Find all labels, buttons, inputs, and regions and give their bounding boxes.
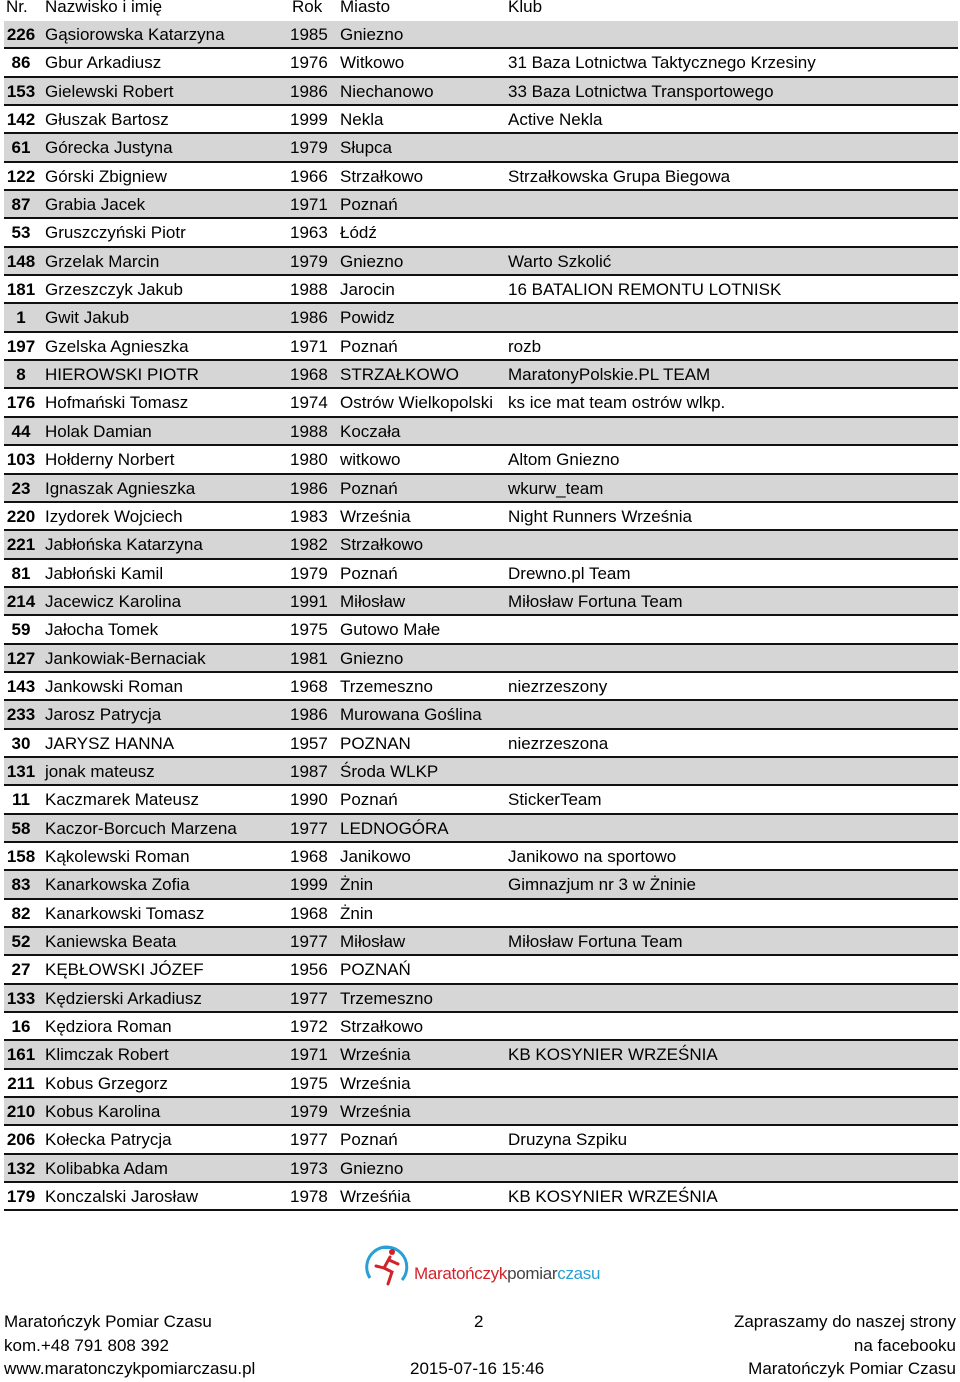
- cell-club: Miłosław Fortuna Team: [508, 591, 683, 611]
- table-row: [4, 361, 958, 389]
- cell-year: 1999: [290, 110, 328, 130]
- table-row: [4, 78, 958, 106]
- cell-nr: 1: [16, 308, 26, 328]
- cell-name: Kędziora Roman: [45, 1017, 172, 1037]
- footer-company-name-right: Maratończyk Pomiar Czasu: [748, 1359, 956, 1378]
- cell-nr: 158: [6, 846, 36, 866]
- cell-year: 1988: [290, 421, 328, 441]
- cell-name: Głuszak Bartosz: [45, 110, 169, 130]
- cell-year: 1999: [290, 875, 328, 895]
- cell-city: LEDNOGÓRA: [340, 818, 449, 838]
- cell-club: wkurw_team: [508, 478, 604, 498]
- table-row: [4, 758, 958, 786]
- cell-year: 1963: [290, 223, 328, 243]
- cell-city: Żnin: [340, 875, 374, 895]
- table-row: [4, 446, 958, 474]
- cell-year: 1990: [290, 790, 328, 810]
- footer-website[interactable]: www.maratonczykpomiarczasu.pl: [4, 1359, 256, 1378]
- cell-nr: 30: [11, 733, 31, 753]
- footer-phone: kom.+48 791 808 392: [4, 1336, 169, 1355]
- cell-year: 1991: [290, 591, 328, 611]
- cell-year: 1978: [290, 1187, 328, 1207]
- cell-year: 1976: [290, 53, 328, 73]
- cell-city: Trzemeszno: [340, 676, 433, 696]
- cell-city: Poznań: [340, 790, 398, 810]
- table-row: [4, 106, 958, 134]
- cell-name: Jabłońska Katarzyna: [45, 535, 203, 555]
- table-row: [4, 475, 958, 503]
- table-row: [4, 191, 958, 219]
- cell-club: KB KOSYNIER WRZEŚNIA: [508, 1045, 718, 1065]
- cell-name: Klimczak Robert: [45, 1045, 169, 1065]
- table-row: [4, 1155, 958, 1183]
- cell-city: Murowana Goślina: [340, 705, 482, 725]
- cell-city: Gutowo Małe: [340, 620, 441, 640]
- cell-name: Jankowski Roman: [45, 676, 183, 696]
- cell-city: STRZAŁKOWO: [340, 365, 460, 385]
- cell-name: Kaczor-Borcuch Marzena: [45, 818, 237, 838]
- cell-nr: 27: [11, 960, 31, 980]
- cell-club: Janikowo na sportowo: [508, 846, 677, 866]
- footer-facebook: na facebooku: [853, 1336, 956, 1355]
- cell-name: Kędzierski Arkadiusz: [45, 988, 202, 1008]
- cell-nr: 211: [7, 1073, 35, 1093]
- cell-club: KB KOSYNIER WRZEŚNIA: [508, 1187, 718, 1207]
- cell-nr: 153: [6, 81, 36, 101]
- logo-text-part-2: pomiar: [507, 1264, 558, 1283]
- cell-city: Nekla: [340, 110, 384, 130]
- cell-name: Gzelska Agnieszka: [45, 336, 189, 356]
- cell-year: 1979: [290, 1102, 328, 1122]
- cell-year: 1968: [290, 846, 328, 866]
- cell-name: Kaniewska Beata: [45, 932, 177, 951]
- table-row: [4, 134, 958, 162]
- cell-nr: 226: [6, 25, 36, 44]
- table-row: [4, 21, 958, 49]
- cell-year: 1981: [290, 648, 328, 668]
- cell-name: Kobus Karolina: [45, 1102, 161, 1122]
- cell-name: Grabia Jacek: [45, 195, 146, 215]
- cell-name: Jarosz Patrycja: [45, 705, 162, 725]
- cell-nr: 142: [6, 110, 36, 130]
- col-header-city: Miasto: [340, 0, 391, 16]
- company-logo: [362, 1244, 607, 1294]
- table-row: [4, 1013, 958, 1041]
- cell-year: 1971: [290, 195, 328, 215]
- table-row: [4, 418, 958, 446]
- footer-company-name: Maratończyk Pomiar Czasu: [4, 1312, 212, 1331]
- table-row: [4, 276, 958, 304]
- cell-year: 1968: [290, 903, 328, 923]
- cell-nr: 59: [11, 620, 31, 640]
- cell-nr: 210: [6, 1102, 36, 1122]
- cell-name: Gąsiorowska Katarzyna: [45, 25, 225, 44]
- cell-name: Jacewicz Karolina: [45, 591, 182, 611]
- cell-year: 1974: [290, 393, 328, 413]
- cell-name: HIEROWSKI PIOTR: [45, 365, 199, 385]
- cell-name: Jankowiak-Bernaciak: [45, 648, 206, 668]
- cell-year: 1972: [290, 1017, 328, 1037]
- cell-club: Strzałkowska Grupa Biegowa: [508, 166, 731, 186]
- cell-name: Gwit Jakub: [45, 308, 130, 328]
- cell-city: Koczała: [340, 421, 401, 441]
- cell-nr: 61: [11, 138, 31, 158]
- table-row: [4, 1126, 958, 1154]
- table-row: [4, 815, 958, 843]
- cell-city: Poznań: [340, 336, 398, 356]
- cell-city: Jarocin: [340, 280, 395, 300]
- cell-name: Górecka Justyna: [45, 138, 173, 158]
- cell-nr: 8: [16, 365, 26, 385]
- table-row: [4, 1041, 958, 1069]
- cell-club: Drewno.pl Team: [508, 563, 631, 583]
- cell-year: 1973: [290, 1158, 328, 1178]
- table-row: [4, 730, 958, 758]
- table-row: [4, 645, 958, 673]
- cell-name: Hofmański Tomasz: [45, 393, 189, 413]
- cell-name: Jabłoński Kamil: [45, 563, 164, 583]
- table-row: [4, 531, 958, 559]
- cell-city: Strzałkowo: [340, 535, 424, 555]
- cell-city: Trzemeszno: [340, 988, 433, 1008]
- footer-datetime: 2015-07-16 15:46: [410, 1359, 545, 1378]
- cell-year: 1968: [290, 365, 328, 385]
- cell-year: 1986: [290, 478, 328, 498]
- cell-nr: 58: [11, 818, 31, 838]
- cell-city: Miłosław: [340, 591, 406, 611]
- cell-city: Gniezno: [340, 648, 404, 668]
- table-row: [4, 248, 958, 276]
- table-row: [4, 304, 958, 332]
- cell-year: 1975: [290, 620, 328, 640]
- cell-city: Gniezno: [340, 25, 404, 44]
- table-row: [4, 786, 958, 814]
- runner-logo-icon: [362, 1244, 414, 1294]
- table-row: [4, 389, 958, 417]
- cell-year: 1971: [290, 1045, 328, 1065]
- cell-nr: 233: [6, 705, 36, 725]
- table-row: [4, 843, 958, 871]
- cell-year: 1979: [290, 563, 328, 583]
- cell-club: Night Runners Września: [508, 506, 692, 526]
- cell-nr: 16: [11, 1017, 31, 1037]
- cell-name: Grzeszczyk Jakub: [45, 280, 183, 300]
- table-row: [4, 701, 958, 729]
- cell-nr: 132: [6, 1158, 36, 1178]
- cell-city: Łódź: [340, 223, 377, 243]
- table-row: [4, 900, 958, 928]
- table-row: [4, 219, 958, 247]
- cell-year: 1985: [290, 25, 328, 44]
- results-table: [0, 21, 960, 1211]
- cell-year: 1979: [290, 251, 328, 271]
- cell-name: Gruszczyński Piotr: [45, 223, 186, 243]
- cell-year: 1979: [290, 138, 328, 158]
- table-row: [4, 163, 958, 191]
- cell-nr: 220: [6, 506, 36, 526]
- cell-year: 1977: [290, 988, 328, 1008]
- cell-city: Gniezno: [340, 251, 404, 271]
- cell-nr: 214: [6, 591, 36, 611]
- col-header-club: Klub: [508, 0, 543, 16]
- cell-club: Active Nekla: [508, 110, 603, 130]
- cell-nr: 23: [11, 478, 31, 498]
- cell-nr: 206: [6, 1130, 36, 1150]
- cell-nr: 44: [11, 421, 31, 441]
- cell-city: Miłosław: [340, 932, 406, 951]
- cell-name: Grzelak Marcin: [45, 251, 160, 271]
- cell-city: POZNAŃ: [340, 960, 411, 980]
- cell-name: Holak Damian: [45, 421, 152, 441]
- table-row: [4, 1098, 958, 1126]
- table-header: [0, 0, 960, 20]
- cell-city: Poznań: [340, 563, 398, 583]
- cell-name: Gielewski Robert: [45, 81, 174, 101]
- table-row: [4, 333, 958, 361]
- cell-name: Kaczmarek Mateusz: [45, 790, 199, 810]
- cell-city: Września: [340, 506, 411, 526]
- cell-city: Ostrów Wielkopolski: [340, 393, 494, 413]
- cell-nr: 131: [6, 761, 36, 781]
- cell-city: Wrześńia: [340, 1187, 411, 1207]
- cell-name: jonak mateusz: [45, 761, 155, 781]
- cell-club: Altom Gniezno: [508, 450, 620, 470]
- cell-nr: 176: [6, 393, 36, 413]
- cell-name: Kobus Grzegorz: [45, 1073, 168, 1093]
- cell-club: Miłosław Fortuna Team: [508, 932, 683, 951]
- table-row: [4, 871, 958, 899]
- cell-name: Ignaszak Agnieszka: [45, 478, 196, 498]
- col-header-year: Rok: [292, 0, 323, 16]
- cell-club: ks ice mat team ostrów wlkp.: [508, 393, 726, 413]
- cell-city: Września: [340, 1045, 411, 1065]
- logo-text: [414, 1264, 600, 1284]
- cell-year: 1977: [290, 818, 328, 838]
- table-row: [4, 616, 958, 644]
- cell-year: 1986: [290, 308, 328, 328]
- table-row: [4, 560, 958, 588]
- cell-city: Września: [340, 1102, 411, 1122]
- cell-nr: 181: [6, 280, 36, 300]
- cell-city: Strzałkowo: [340, 166, 424, 186]
- cell-name: Górski Zbigniew: [45, 166, 167, 186]
- cell-nr: 122: [6, 166, 36, 186]
- cell-club: Druzyna Szpiku: [508, 1130, 628, 1150]
- cell-nr: 52: [11, 932, 31, 951]
- table-row: [4, 673, 958, 701]
- cell-nr: 81: [11, 563, 31, 583]
- cell-city: Słupca: [340, 138, 392, 158]
- logo-text-part-1: Maratończyk: [414, 1264, 508, 1283]
- cell-name: Gbur Arkadiusz: [45, 53, 162, 73]
- cell-city: witkowo: [340, 450, 401, 470]
- cell-nr: 161: [6, 1045, 36, 1065]
- cell-club: rozb: [508, 336, 542, 356]
- cell-year: 1980: [290, 450, 328, 470]
- cell-nr: 143: [6, 676, 36, 696]
- cell-name: Kołecka Patrycja: [45, 1130, 172, 1150]
- table-row: [4, 928, 958, 956]
- cell-name: Kanarkowska Zofia: [45, 875, 190, 895]
- cell-city: Janikowo: [340, 846, 411, 866]
- cell-nr: 86: [11, 53, 31, 73]
- cell-year: 1983: [290, 506, 328, 526]
- cell-club: StickerTeam: [508, 790, 602, 810]
- cell-city: Strzałkowo: [340, 1017, 424, 1037]
- cell-city: Witkowo: [340, 53, 405, 73]
- table-row: [4, 503, 958, 531]
- cell-club: Gimnazjum nr 3 w Żninie: [508, 875, 697, 895]
- table-row: [4, 956, 958, 984]
- col-header-nr: Nr.: [6, 0, 28, 16]
- cell-city: Powidz: [340, 308, 395, 328]
- cell-year: 1977: [290, 932, 328, 951]
- cell-club: MaratonyPolskie.PL TEAM: [508, 365, 711, 385]
- cell-nr: 103: [6, 450, 36, 470]
- cell-club: Warto Szkolić: [508, 251, 612, 271]
- cell-nr: 221: [6, 535, 36, 555]
- cell-city: POZNAN: [340, 733, 411, 753]
- cell-name: Jałocha Tomek: [45, 620, 159, 640]
- cell-nr: 11: [12, 790, 30, 810]
- table-row: [4, 1183, 958, 1211]
- cell-year: 1986: [290, 81, 328, 101]
- cell-year: 1975: [290, 1073, 328, 1093]
- cell-year: 1971: [290, 336, 328, 356]
- cell-club: niezrzeszona: [508, 733, 609, 753]
- cell-city: Poznań: [340, 195, 398, 215]
- cell-nr: 83: [11, 875, 31, 895]
- col-header-name: Nazwisko i imię: [45, 0, 163, 16]
- cell-year: 1957: [290, 733, 328, 753]
- cell-nr: 197: [6, 336, 36, 356]
- table-row: [4, 985, 958, 1013]
- cell-year: 1987: [290, 761, 328, 781]
- cell-nr: 179: [6, 1187, 36, 1207]
- table-row: [4, 588, 958, 616]
- cell-nr: 148: [6, 251, 36, 271]
- cell-club: 31 Baza Lotnictwa Taktycznego Krzesiny: [508, 53, 816, 73]
- cell-year: 1986: [290, 705, 328, 725]
- cell-nr: 133: [6, 988, 36, 1008]
- table-row: [4, 1070, 958, 1098]
- cell-name: Konczalski Jarosław: [45, 1187, 199, 1207]
- cell-nr: 127: [6, 648, 36, 668]
- logo-text-part-3: czasu: [557, 1264, 601, 1283]
- cell-name: JARYSZ HANNA: [45, 733, 175, 753]
- cell-club: niezrzeszony: [508, 676, 608, 696]
- cell-name: Hołderny Norbert: [45, 450, 175, 470]
- table-row: [4, 49, 958, 77]
- cell-year: 1966: [290, 166, 328, 186]
- cell-name: Izydorek Wojciech: [45, 506, 183, 526]
- cell-nr: 82: [11, 903, 31, 923]
- cell-year: 1956: [290, 960, 328, 980]
- cell-name: KĘBŁOWSKI JÓZEF: [45, 960, 204, 980]
- cell-name: Kolibabka Adam: [45, 1158, 168, 1178]
- cell-club: 16 BATALION REMONTU LOTNISK: [508, 280, 782, 300]
- cell-city: Gniezno: [340, 1158, 404, 1178]
- cell-name: Kanarkowski Tomasz: [45, 903, 205, 923]
- cell-nr: 53: [11, 223, 31, 243]
- page-number: 2: [474, 1312, 484, 1331]
- cell-city: Poznań: [340, 478, 398, 498]
- cell-year: 1977: [290, 1130, 328, 1150]
- cell-club: 33 Baza Lotnictwa Transportowego: [508, 81, 774, 101]
- cell-city: Poznań: [340, 1130, 398, 1150]
- footer-invite: Zapraszamy do naszej strony: [733, 1312, 956, 1331]
- cell-city: Środa WLKP: [340, 761, 439, 781]
- cell-city: Września: [340, 1073, 411, 1093]
- cell-city: Żnin: [340, 903, 374, 923]
- cell-nr: 87: [11, 195, 31, 215]
- cell-name: Kąkolewski Roman: [45, 846, 190, 866]
- cell-city: Niechanowo: [340, 81, 434, 101]
- cell-year: 1968: [290, 676, 328, 696]
- cell-year: 1982: [290, 535, 328, 555]
- cell-year: 1988: [290, 280, 328, 300]
